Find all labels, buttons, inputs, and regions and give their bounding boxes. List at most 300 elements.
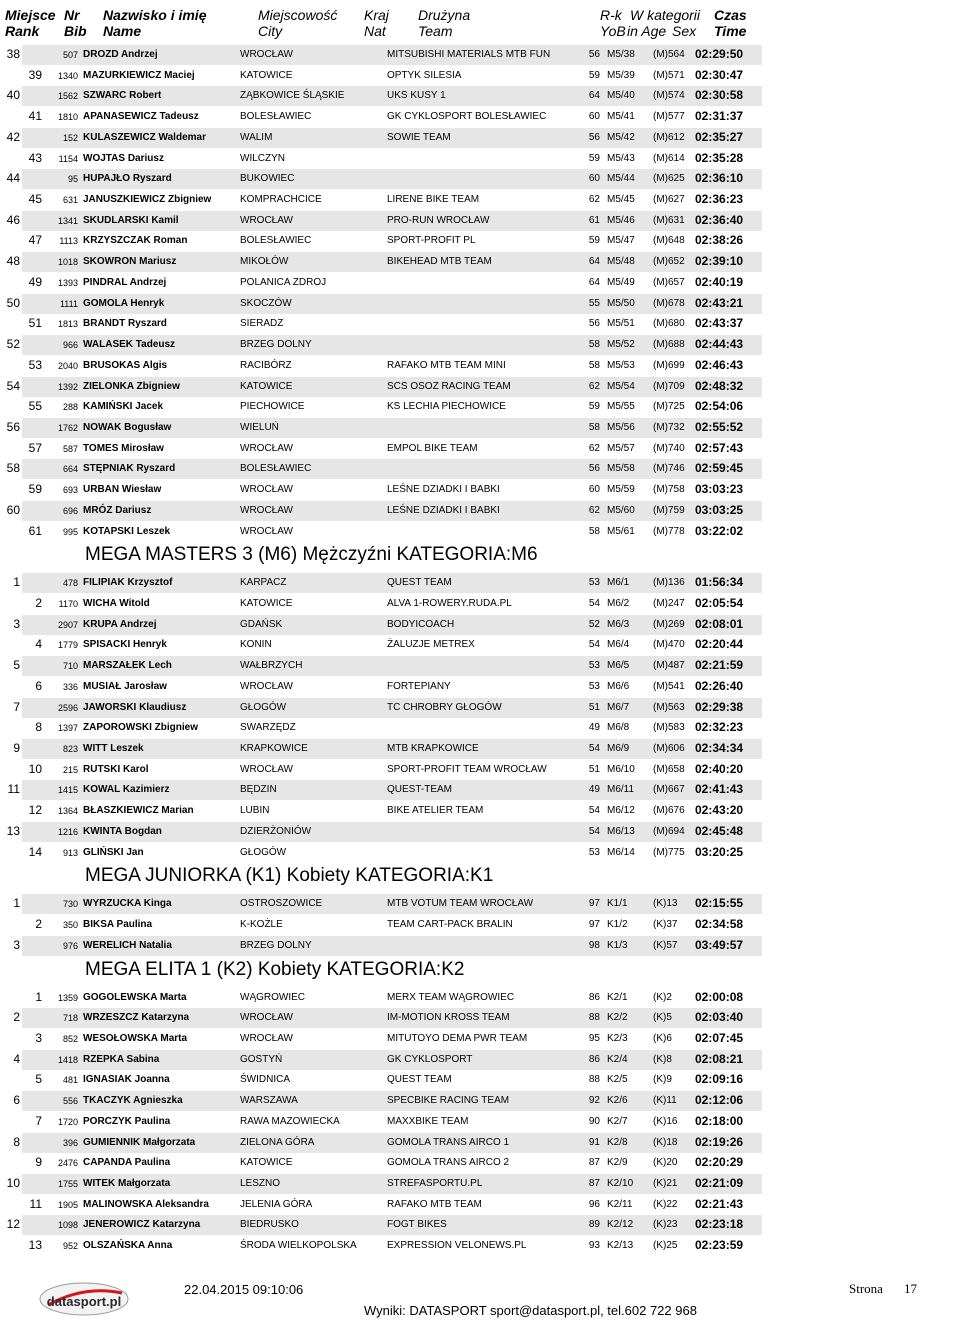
yob-cell: 60 (588, 484, 600, 496)
category-rank-cell: M5/38 (607, 49, 635, 60)
city-cell: BĘDZIN (240, 784, 277, 796)
table-row (0, 522, 960, 542)
team-cell: OPTYK SILESIA (387, 69, 462, 81)
time-cell: 02:19:26 (695, 1134, 744, 1149)
time-cell: 02:59:45 (695, 461, 744, 476)
time-cell: 02:00:08 (695, 989, 744, 1004)
yob-cell: 88 (588, 1012, 600, 1024)
sex-rank-cell: (K)20 (653, 1157, 678, 1169)
table-row (6, 169, 762, 189)
bib-cell: 2476 (57, 1158, 78, 1169)
time-cell: 02:21:59 (695, 658, 744, 673)
time-cell: 02:30:47 (695, 67, 744, 82)
header-time: Time (714, 23, 747, 39)
yob-cell: 56 (588, 49, 600, 60)
name-cell: MAZURKIEWICZ Maciej (83, 69, 195, 81)
name-cell: WITT Leszek (83, 743, 144, 755)
city-cell: SIERADZ (240, 318, 284, 330)
category-rank-cell: M6/11 (607, 784, 635, 796)
time-cell: 02:08:01 (695, 616, 744, 631)
bib-cell: 952 (62, 1241, 78, 1252)
name-cell: WITEK Małgorzata (83, 1178, 171, 1189)
team-cell: ŻALUZJE METREX (387, 639, 475, 651)
category-rank-cell: K2/1 (607, 991, 628, 1003)
team-cell: EXPRESSION VELONEWS.PL (387, 1240, 527, 1252)
category-rank-cell: M5/57 (607, 442, 635, 454)
team-cell: GK CYKLOSPORT BOLESŁAWIEC (387, 111, 547, 123)
sex-rank-cell: (K)57 (653, 939, 678, 951)
time-cell: 02:23:59 (695, 1238, 744, 1253)
sex-rank-cell: (M)709 (653, 380, 685, 392)
bib-cell: 710 (62, 661, 78, 672)
category-rank-cell: M5/46 (607, 214, 635, 226)
table-row (6, 822, 762, 842)
team-cell: MERX TEAM WĄGROWIEC (387, 991, 515, 1003)
rank-cell: 2 (13, 1010, 20, 1025)
sex-rank-cell: (M)541 (653, 680, 685, 692)
time-cell: 02:08:21 (695, 1051, 744, 1066)
rank-cell: 10 (6, 1176, 20, 1190)
team-cell: ALVA 1-ROWERY.RUDA.PL (387, 598, 512, 609)
time-cell: 02:18:00 (695, 1113, 744, 1128)
table-row (6, 45, 762, 65)
time-cell: 02:40:19 (695, 274, 744, 289)
city-cell: WĄGROWIEC (240, 991, 305, 1003)
table-row (13, 1050, 762, 1070)
team-cell: GOMOLA TRANS AIRCO 1 (387, 1136, 510, 1148)
category-rank-cell: M6/5 (607, 660, 630, 672)
header-rank: Rank (5, 23, 40, 39)
yob-cell: 58 (588, 359, 600, 371)
yob-cell: 87 (588, 1157, 600, 1169)
rank-cell: 46 (6, 212, 20, 227)
city-cell: WROCŁAW (240, 442, 293, 454)
team-cell: FORTEPIANY (387, 680, 451, 692)
category-rank-cell: M5/55 (607, 401, 635, 413)
yob-cell: 59 (588, 152, 600, 164)
yob-cell: 89 (588, 1219, 600, 1231)
bib-cell: 336 (62, 681, 78, 692)
table-row (13, 1091, 762, 1111)
team-cell: GOMOLA TRANS AIRCO 2 (387, 1157, 510, 1169)
category-title: MEGA MASTERS 3 (M6) Mężczyźni KATEGORIA:M6 (85, 544, 538, 566)
bib-cell: 631 (62, 195, 78, 206)
time-cell: 02:30:58 (695, 88, 744, 103)
name-cell: MALINOWSKA Aleksandra (83, 1198, 209, 1210)
rank-cell: 12 (6, 1217, 20, 1232)
header-miejsce: Miejsce (5, 7, 56, 23)
city-cell: SWARZĘDZ (240, 722, 296, 734)
header-nat: Nat (364, 23, 386, 39)
city-cell: WARSZAWA (240, 1095, 298, 1107)
sex-rank-cell: (M)563 (653, 701, 685, 713)
sex-rank-cell: (M)740 (653, 442, 685, 454)
sex-rank-cell: (M)676 (653, 805, 685, 817)
city-cell: WILCZYN (240, 152, 285, 164)
time-cell: 02:26:40 (695, 678, 744, 693)
city-cell: GŁOGÓW (240, 701, 287, 713)
time-cell: 03:20:25 (695, 844, 744, 859)
time-cell: 02:48:32 (695, 378, 744, 393)
rank-cell: 54 (6, 378, 20, 393)
yob-cell: 59 (588, 401, 600, 413)
team-cell: QUEST TEAM (387, 577, 452, 589)
city-cell: ŚRODA WIELKOPOLSKA (240, 1240, 357, 1252)
table-row (0, 1153, 960, 1173)
rank-cell: 14 (28, 844, 42, 859)
time-cell: 02:34:58 (695, 917, 744, 932)
team-cell: BIKEHEAD MTB TEAM (387, 256, 492, 268)
category-rank-cell: M5/39 (607, 69, 635, 81)
team-cell: MTB VOTUM TEAM WROCŁAW (387, 898, 534, 910)
bib-cell: 976 (62, 940, 78, 951)
yob-cell: 62 (588, 504, 600, 516)
header-inage: in Age (627, 23, 667, 39)
time-cell: 02:23:18 (695, 1217, 744, 1232)
category-rank-cell: K2/4 (607, 1053, 628, 1065)
sex-rank-cell: (K)11 (653, 1095, 677, 1107)
time-cell: 02:31:37 (695, 109, 744, 124)
time-cell: 02:45:48 (695, 823, 744, 838)
bib-cell: 478 (62, 578, 78, 589)
category-rank-cell: M6/14 (607, 846, 635, 858)
sex-rank-cell: (M)694 (653, 825, 685, 837)
team-cell: UKS KUSY 1 (387, 90, 446, 102)
name-cell: JENEROWICZ Katarzyna (83, 1219, 201, 1231)
bib-cell: 1905 (57, 1199, 78, 1210)
team-cell: FOGT BIKES (387, 1219, 447, 1231)
table-row (0, 843, 960, 863)
name-cell: WALASEK Tadeusz (83, 339, 176, 351)
time-cell: 02:34:34 (695, 741, 744, 756)
city-cell: WAŁBRZYCH (240, 660, 303, 672)
category-rank-cell: M6/2 (607, 598, 630, 609)
name-cell: URBAN Wiesław (83, 484, 162, 496)
sex-rank-cell: (M)746 (653, 463, 685, 475)
yob-cell: 55 (588, 297, 600, 309)
yob-cell: 62 (588, 194, 600, 206)
yob-cell: 86 (588, 991, 600, 1003)
time-cell: 02:43:21 (695, 295, 744, 310)
name-cell: FILIPIAK Krzysztof (83, 577, 173, 589)
time-cell: 02:36:23 (695, 192, 744, 207)
team-cell: MAXXBIKE TEAM (387, 1115, 469, 1127)
city-cell: ŚWIDNICA (240, 1074, 290, 1086)
sex-rank-cell: (K)18 (653, 1136, 678, 1148)
table-row (0, 915, 960, 935)
yob-cell: 56 (588, 131, 600, 143)
team-cell: MITSUBISHI MATERIALS MTB FUN (387, 49, 551, 60)
category-rank-cell: M6/7 (607, 701, 630, 713)
rank-cell: 3 (13, 616, 20, 631)
city-cell: SKOCZÓW (240, 297, 292, 309)
rank-cell: 3 (13, 937, 20, 952)
city-cell: KATOWICE (240, 380, 293, 392)
name-cell: MRÓZ Dariusz (83, 504, 152, 516)
sex-rank-cell: (M)574 (653, 90, 685, 102)
rank-cell: 55 (28, 399, 42, 414)
rank-cell: 45 (28, 192, 42, 207)
bib-cell: 693 (62, 485, 78, 496)
category-rank-cell: M6/3 (607, 618, 630, 630)
sex-rank-cell: (K)2 (653, 991, 672, 1003)
bib-cell: 1779 (57, 640, 78, 651)
table-header (0, 0, 960, 41)
name-cell: SPISACKI Henryk (83, 639, 167, 651)
header-wkategorii: W kategorii (630, 7, 701, 23)
category-rank-cell: M5/59 (607, 484, 635, 496)
rank-cell: 44 (6, 171, 20, 186)
bib-cell: 1762 (57, 422, 78, 433)
rank-cell: 4 (13, 1051, 20, 1066)
bib-cell: 350 (62, 920, 78, 931)
rank-cell: 49 (28, 274, 42, 289)
table-row (6, 294, 762, 314)
yob-cell: 58 (588, 525, 600, 537)
team-cell: QUEST TEAM (387, 1074, 452, 1086)
yob-cell: 49 (588, 784, 600, 796)
table-row (0, 1070, 960, 1090)
table-row (0, 273, 960, 293)
city-cell: KOMPRACHCICE (240, 194, 322, 206)
name-cell: WRZESZCZ Katarzyna (83, 1012, 190, 1024)
table-row (0, 190, 960, 210)
name-cell: JAWORSKI Klaudiusz (83, 701, 187, 713)
category-title: MEGA JUNIORKA (K1) Kobiety KATEGORIA:K1 (85, 865, 494, 887)
header-team: Team (418, 23, 453, 39)
sex-rank-cell: (K)5 (653, 1012, 672, 1024)
category-rank-cell: M6/9 (607, 743, 630, 755)
city-cell: BRZEG DOLNY (240, 939, 312, 951)
yob-cell: 51 (588, 701, 600, 713)
table-row (0, 66, 960, 86)
name-cell: APANASEWICZ Tadeusz (83, 111, 199, 123)
name-cell: GOMOLA Henryk (83, 297, 165, 309)
sex-rank-cell: (M)658 (653, 763, 685, 775)
team-cell: QUEST-TEAM (387, 784, 453, 796)
sex-rank-cell: (M)612 (653, 131, 685, 143)
category-rank-cell: K2/6 (607, 1095, 628, 1107)
team-cell: GK CYKLOSPORT (387, 1053, 473, 1065)
time-cell: 02:05:54 (695, 596, 744, 610)
rank-cell: 7 (13, 699, 20, 714)
yob-cell: 90 (588, 1115, 600, 1127)
name-cell: RUTSKI Karol (83, 763, 149, 775)
sex-rank-cell: (M)657 (653, 276, 685, 288)
sex-rank-cell: (M)667 (653, 784, 685, 796)
bib-cell: 1018 (57, 257, 78, 268)
sex-rank-cell: (M)631 (653, 214, 685, 226)
header-czas: Czas (714, 7, 747, 23)
category-rank-cell: K1/3 (607, 939, 628, 951)
table-row (13, 573, 762, 593)
header-name: Name (103, 23, 142, 39)
rank-cell: 43 (28, 150, 42, 165)
sex-rank-cell: (K)9 (653, 1074, 672, 1086)
header-yob: YoB (600, 23, 626, 39)
table-row (6, 1174, 762, 1194)
yob-cell: 54 (588, 743, 600, 755)
city-cell: JELENIA GÓRA (240, 1198, 313, 1210)
rank-cell: 2 (35, 917, 42, 932)
team-cell: SCS OSOZ RACING TEAM (387, 380, 511, 392)
yob-cell: 53 (588, 680, 600, 692)
bib-cell: 2907 (57, 619, 78, 630)
city-cell: KARPACZ (240, 577, 287, 589)
sex-rank-cell: (M)136 (653, 577, 685, 589)
time-cell: 02:07:45 (695, 1030, 744, 1045)
header-nr: Nr (64, 7, 80, 23)
bib-cell: 1216 (57, 826, 78, 837)
category-rank-cell: K2/13 (607, 1240, 634, 1252)
rank-cell: 58 (6, 461, 20, 476)
rank-cell: 8 (35, 720, 42, 735)
rank-cell: 48 (6, 254, 20, 269)
category-rank-cell: K2/7 (607, 1115, 628, 1127)
city-cell: LESZNO (240, 1178, 281, 1189)
table-row (0, 594, 960, 614)
rank-cell: 1 (13, 575, 20, 590)
rank-cell: 53 (28, 357, 42, 372)
name-cell: MUSIAŁ Jarosław (83, 680, 167, 692)
city-cell: WROCŁAW (240, 484, 293, 496)
sex-rank-cell: (M)627 (653, 194, 685, 206)
sex-rank-cell: (K)6 (653, 1032, 672, 1044)
category-rank-cell: K2/10 (607, 1178, 634, 1189)
rank-cell: 13 (28, 1238, 42, 1253)
category-rank-cell: M6/6 (607, 680, 630, 692)
sex-rank-cell: (M)487 (653, 660, 685, 672)
category-rank-cell: M5/53 (607, 359, 635, 371)
time-cell: 02:54:06 (695, 399, 744, 414)
name-cell: GLIŃSKI Jan (83, 846, 144, 858)
category-rank-cell: K1/2 (607, 919, 628, 931)
table-row (6, 86, 762, 106)
bib-cell: 1813 (57, 319, 78, 330)
rank-cell: 5 (13, 658, 20, 673)
sex-rank-cell: (K)37 (653, 919, 678, 931)
bib-cell: 507 (62, 50, 78, 60)
city-cell: KATOWICE (240, 69, 293, 81)
time-cell: 03:03:23 (695, 482, 744, 497)
header-miejscowosc: Miejscowość (258, 7, 338, 23)
sex-rank-cell: (K)25 (653, 1240, 678, 1252)
bib-cell: 1341 (57, 215, 78, 226)
rank-cell: 13 (6, 823, 20, 838)
rank-cell: 10 (28, 761, 42, 776)
sex-rank-cell: (K)22 (653, 1198, 678, 1210)
category-rank-cell: M5/47 (607, 235, 635, 247)
bib-cell: 1720 (57, 1116, 78, 1127)
team-cell: LIRENE BIKE TEAM (387, 194, 480, 206)
city-cell: RACIBÓRZ (240, 359, 292, 371)
table-row (0, 314, 960, 334)
name-cell: ZAPOROWSKI Zbigniew (83, 722, 198, 734)
bib-cell: 718 (62, 1013, 78, 1024)
yob-cell: 59 (588, 235, 600, 247)
name-cell: HUPAJŁO Ryszard (83, 173, 172, 185)
team-cell: RAFAKO MTB TEAM (387, 1198, 482, 1210)
city-cell: RAWA MAZOWIECKA (240, 1115, 340, 1127)
category-rank-cell: M6/8 (607, 722, 630, 734)
category-rank-cell: K2/11 (607, 1198, 633, 1210)
time-cell: 02:38:26 (695, 233, 744, 248)
city-cell: WIELUŃ (240, 421, 279, 433)
time-cell: 02:40:20 (695, 761, 744, 776)
city-cell: GDAŃSK (240, 618, 283, 630)
bib-cell: 556 (62, 1096, 78, 1107)
time-cell: 02:43:37 (695, 316, 744, 331)
city-cell: BUKOWIEC (240, 173, 295, 185)
name-cell: KWINTA Bogdan (83, 825, 162, 837)
table-row (7, 780, 762, 800)
name-cell: PORCZYK Paulina (83, 1115, 171, 1127)
sex-rank-cell: (M)614 (653, 152, 685, 164)
city-cell: BOLESŁAWIEC (240, 235, 312, 247)
city-cell: KATOWICE (240, 598, 293, 609)
sex-rank-cell: (M)269 (653, 618, 685, 630)
bib-cell: 696 (62, 505, 78, 516)
bib-cell: 1170 (58, 599, 78, 609)
rank-cell: 61 (28, 523, 42, 538)
bib-cell: 664 (62, 464, 78, 475)
category-rank-cell: K2/8 (607, 1136, 628, 1148)
category-rank-cell: K2/9 (607, 1157, 628, 1169)
time-cell: 02:35:28 (695, 150, 744, 165)
table-row (0, 1236, 960, 1256)
rank-cell: 9 (35, 1155, 42, 1170)
footer-datetime: 22.04.2015 09:10:06 (184, 1282, 304, 1297)
name-cell: KOTAPSKI Leszek (83, 525, 171, 537)
team-cell: SPORT-PROFIT PL (387, 235, 476, 247)
table-row (0, 718, 960, 738)
bib-cell: 995 (62, 526, 78, 537)
team-cell: SPORT-PROFIT TEAM WROCŁAW (387, 763, 547, 775)
time-cell: 02:57:43 (695, 440, 744, 455)
sex-rank-cell: (M)583 (653, 722, 685, 734)
name-cell: JANUSZKIEWICZ Zbigniew (83, 194, 212, 206)
bib-cell: 730 (62, 899, 78, 910)
time-cell: 02:32:23 (695, 720, 744, 735)
name-cell: OLSZAŃSKA Anna (83, 1240, 173, 1252)
city-cell: BOLESŁAWIEC (240, 111, 312, 123)
team-cell: IM-MOTION KROSS TEAM (387, 1012, 510, 1024)
name-cell: GOGOLEWSKA Marta (83, 991, 187, 1003)
sex-rank-cell: (M)571 (653, 69, 685, 81)
table-row (0, 1112, 960, 1132)
time-cell: 02:46:43 (695, 357, 744, 372)
rank-cell: 38 (6, 47, 20, 61)
bib-cell: 1340 (57, 70, 78, 81)
bib-cell: 1397 (57, 723, 78, 734)
table-row (6, 211, 762, 231)
team-cell: STREFASPORTU.PL (387, 1178, 483, 1189)
yob-cell: 54 (588, 805, 600, 817)
bib-cell: 396 (62, 1137, 78, 1148)
category-rank-cell: M5/40 (607, 90, 635, 102)
sex-rank-cell: (M)725 (653, 401, 685, 413)
team-cell: LEŚNE DZIADKI I BABKI (387, 484, 500, 496)
table-row (0, 439, 960, 459)
city-cell: WROCŁAW (240, 680, 293, 692)
team-cell: PRO-RUN WROCŁAW (387, 214, 490, 226)
name-cell: MARSZAŁEK Lech (83, 660, 172, 672)
yob-cell: 87 (588, 1178, 600, 1189)
table-row (0, 1195, 960, 1215)
bib-cell: 1393 (57, 277, 78, 288)
yob-cell: 49 (588, 722, 600, 734)
time-cell: 02:20:29 (695, 1155, 744, 1170)
